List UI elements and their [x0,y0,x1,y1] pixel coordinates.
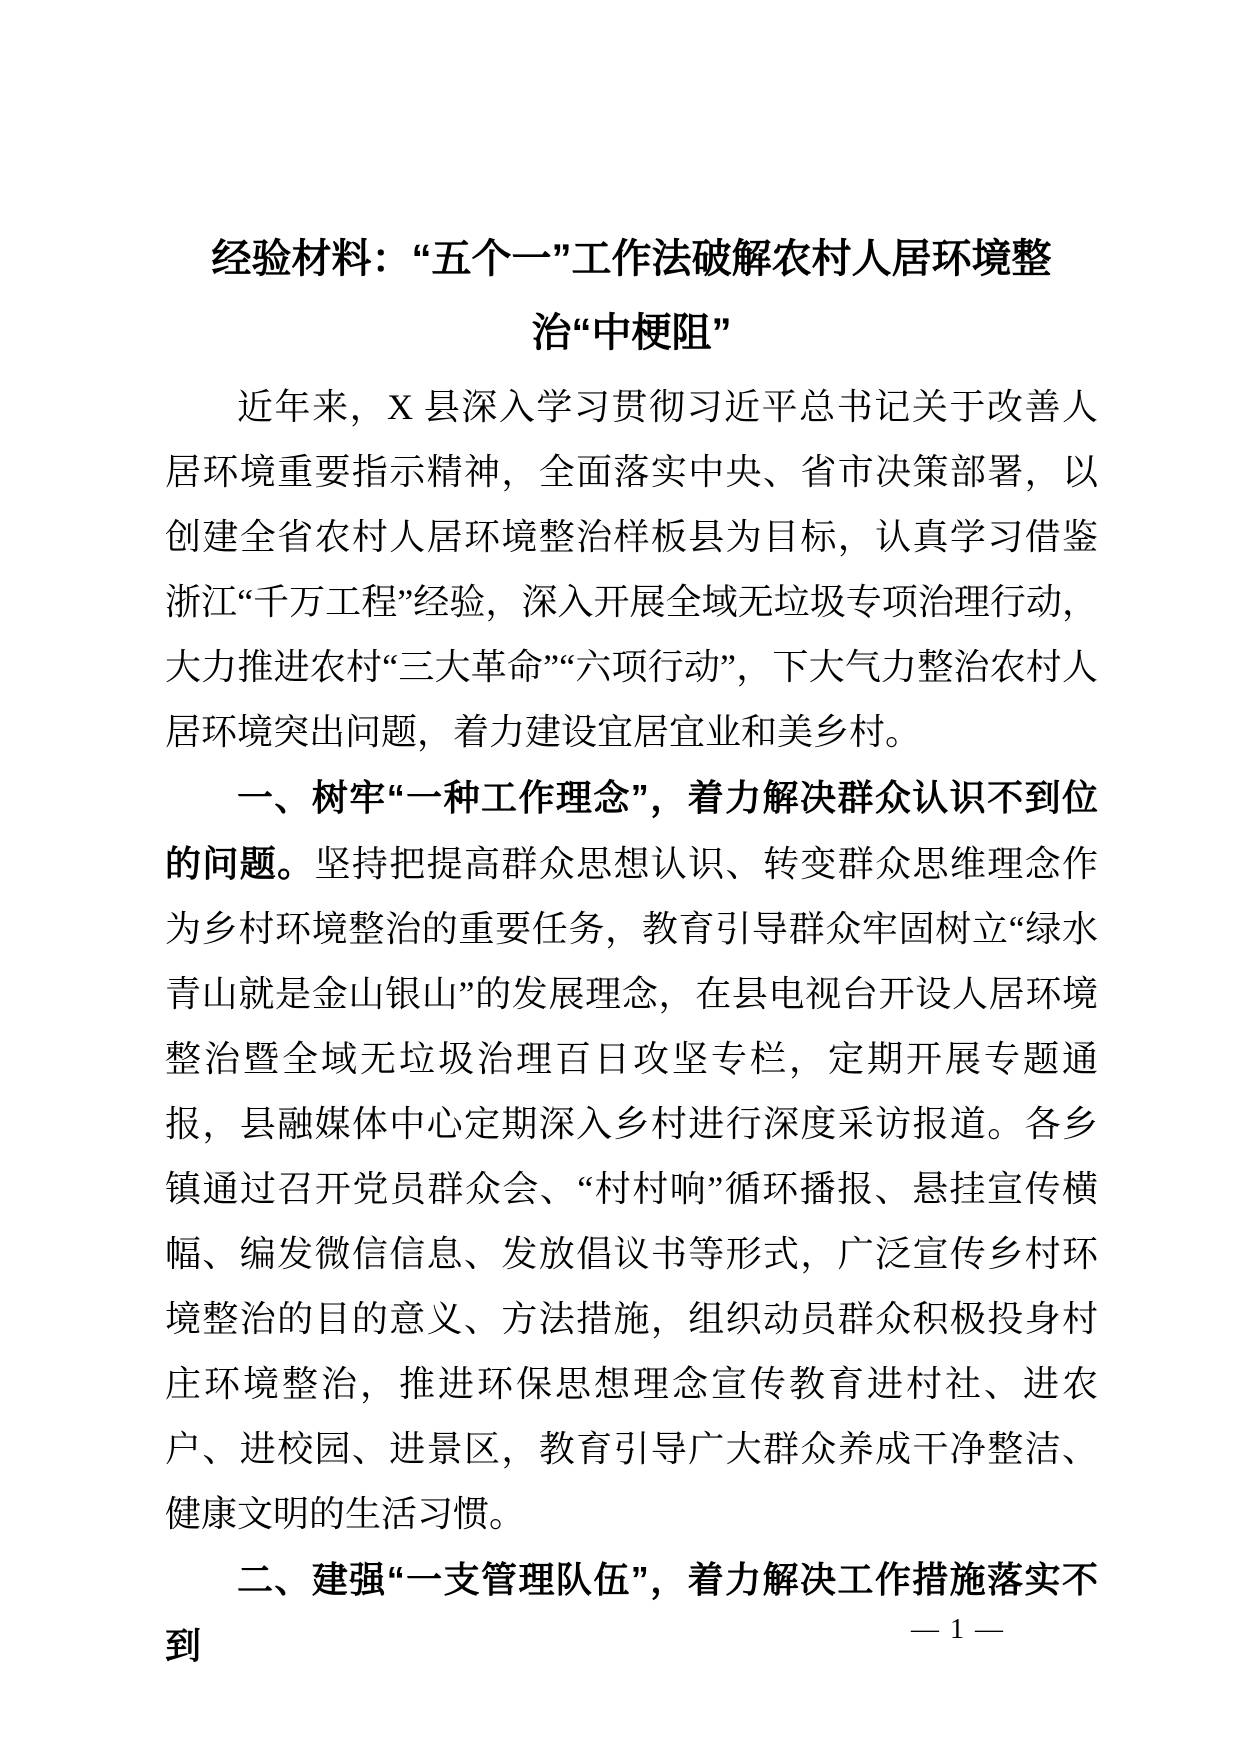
paragraph [165,765,1098,1547]
paragraph-body: 坚持把提高群众思想认识、转变群众思维理念作为乡村环境整治的重要任务，教育引导群众牢固树立“绿水青山就是金山银山”的发展理念，在县电视台开设人居环境整治暨全域无垃圾治理百日攻坚专栏，定期开展专题通报，县融媒体中心定期深入乡村进行深度采访报道。各乡镇通过召开党员群众会、“村村响”循环播报、悬挂宣传横幅、编发微信信息、发放倡议书等形式，广泛宣传乡村环境整治的目的意义、方法措施，组织动员群众积极投身村庄环境整治，推进环保思想理念宣传教育进村社、进农户、进校园、进景区，教育引导广大群众养成干净整洁、健康文明的生活习惯。 [165,844,1098,1534]
document-title: 经验材料：“五个一”工作法破解农村人居环境整治“中梗阻” [211,237,1052,355]
paragraph-lead: 一、树牢“一种工作理念”，着力解决群众认识不到位的问题。 [165,777,1098,884]
page-number: — 1 — [911,1614,1005,1645]
document-content [165,222,1098,1679]
paragraph-body: 近年来，X 县深入学习贯彻习近平总书记关于改善人居环境重要指示精神，全面落实中央、省市决策部署，以创建全省农村人居环境整治样板县为目标，认真学习借鉴浙江“千万工程”经验，深入开展全域无垃圾专项治理行动，大力推进农村“三大革命”“六项行动”，下大气力整治农村人居环境突出问题，着力建设宜居宜业和美乡村。 [165,387,1098,752]
paragraph [165,374,1098,765]
paragraph-lead: 二、建强“一支管理队伍”，着力解决工作措施落实不到 [165,1559,1098,1666]
